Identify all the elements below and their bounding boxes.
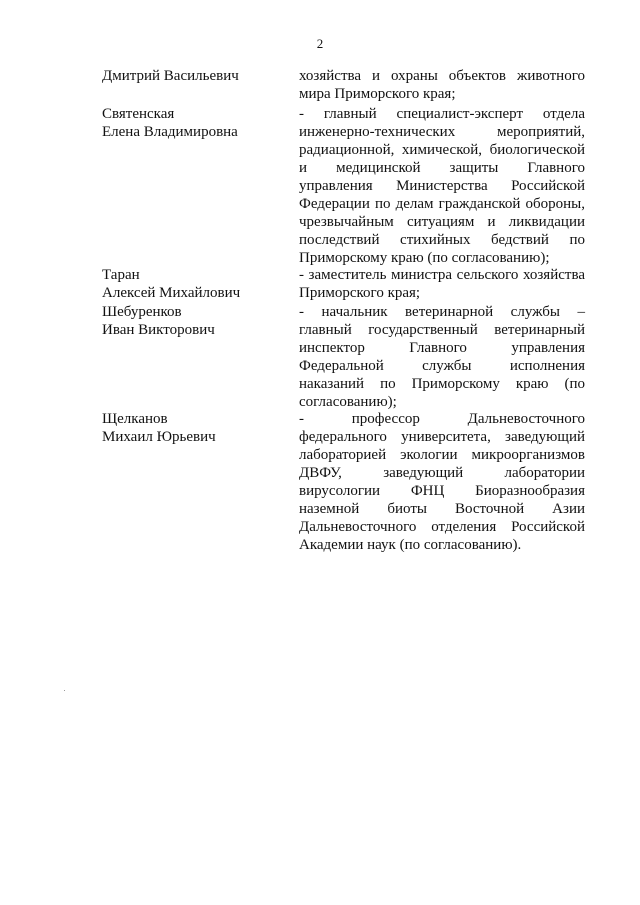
- member-role-line: Приморскому краю (по согласованию);: [299, 250, 550, 266]
- member-role-line: мира Приморского края;: [299, 86, 456, 102]
- member-name-line: Алексей Михайлович: [102, 285, 241, 301]
- member-role-line: инспектор Главного управления: [299, 340, 585, 356]
- member-name-line: Елена Владимировна: [102, 124, 238, 140]
- member-role-line: Федеральной службы исполнения: [299, 358, 585, 374]
- member-name-line: Святенская: [102, 106, 175, 122]
- member-role-line: - начальник ветеринарной службы –: [299, 304, 585, 320]
- member-name-line: Щелканов: [102, 411, 168, 427]
- member-role: [299, 410, 585, 554]
- member-role-line: Дальневосточного отделения Российской: [299, 519, 585, 535]
- member-role-line: Приморского края;: [299, 285, 421, 301]
- page-number: 2: [316, 36, 324, 51]
- member-role-line: наземной биоты Восточной Азии: [299, 501, 585, 517]
- member-role-line: управления Министерства Российской: [299, 178, 585, 194]
- member-role: [299, 303, 585, 411]
- member-role-line: инженерно-технических мероприятий,: [299, 124, 585, 140]
- member-name: [102, 303, 282, 339]
- member-role-line: - заместитель министра сельского хозяйства: [299, 267, 585, 283]
- member-name: [102, 105, 282, 141]
- member-role-line: хозяйства и охраны объектов животного: [299, 68, 585, 84]
- member-role-line: вирусологии ФНЦ Биоразнообразия: [299, 483, 585, 499]
- member-role-line: федерального университета, заведующий: [299, 429, 585, 445]
- member-role-line: ДВФУ, заведующий лаборатории: [299, 465, 585, 481]
- member-role-line: Федерации по делам гражданской обороны,: [299, 196, 585, 212]
- member-name: [102, 266, 282, 302]
- member-role-line: согласованию);: [299, 394, 397, 410]
- member-role: [299, 67, 585, 103]
- member-role-line: - главный специалист-эксперт отдела: [299, 106, 585, 122]
- member-name: [102, 410, 282, 446]
- member-name-line: Дмитрий Васильевич: [102, 68, 239, 84]
- member-name-line: Шебуренков: [102, 304, 182, 320]
- member-name-line: Михаил Юрьевич: [102, 429, 216, 445]
- member-role: [299, 105, 585, 267]
- member-role-line: последствий стихийных бедствий по: [299, 232, 585, 248]
- member-role-line: наказаний по Приморскому краю (по: [299, 376, 585, 392]
- member-name-line: Иван Викторович: [102, 322, 215, 338]
- member-role-line: Академии наук (по согласованию).: [299, 537, 522, 553]
- member-role-line: и медицинской защиты Главного: [299, 160, 585, 176]
- member-role-line: чрезвычайным ситуациям и ликвидации: [299, 214, 585, 230]
- member-role-line: радиационной, химической, биологической: [299, 142, 585, 158]
- member-role: [299, 266, 585, 302]
- member-name: [102, 67, 282, 85]
- member-role-line: главный государственный ветеринарный: [299, 322, 585, 338]
- scan-speck: [64, 690, 65, 691]
- member-name-line: Таран: [102, 267, 140, 283]
- member-role-line: - профессор Дальневосточного: [299, 411, 585, 427]
- member-role-line: лабораторией экологии микроорганизмов: [299, 447, 585, 463]
